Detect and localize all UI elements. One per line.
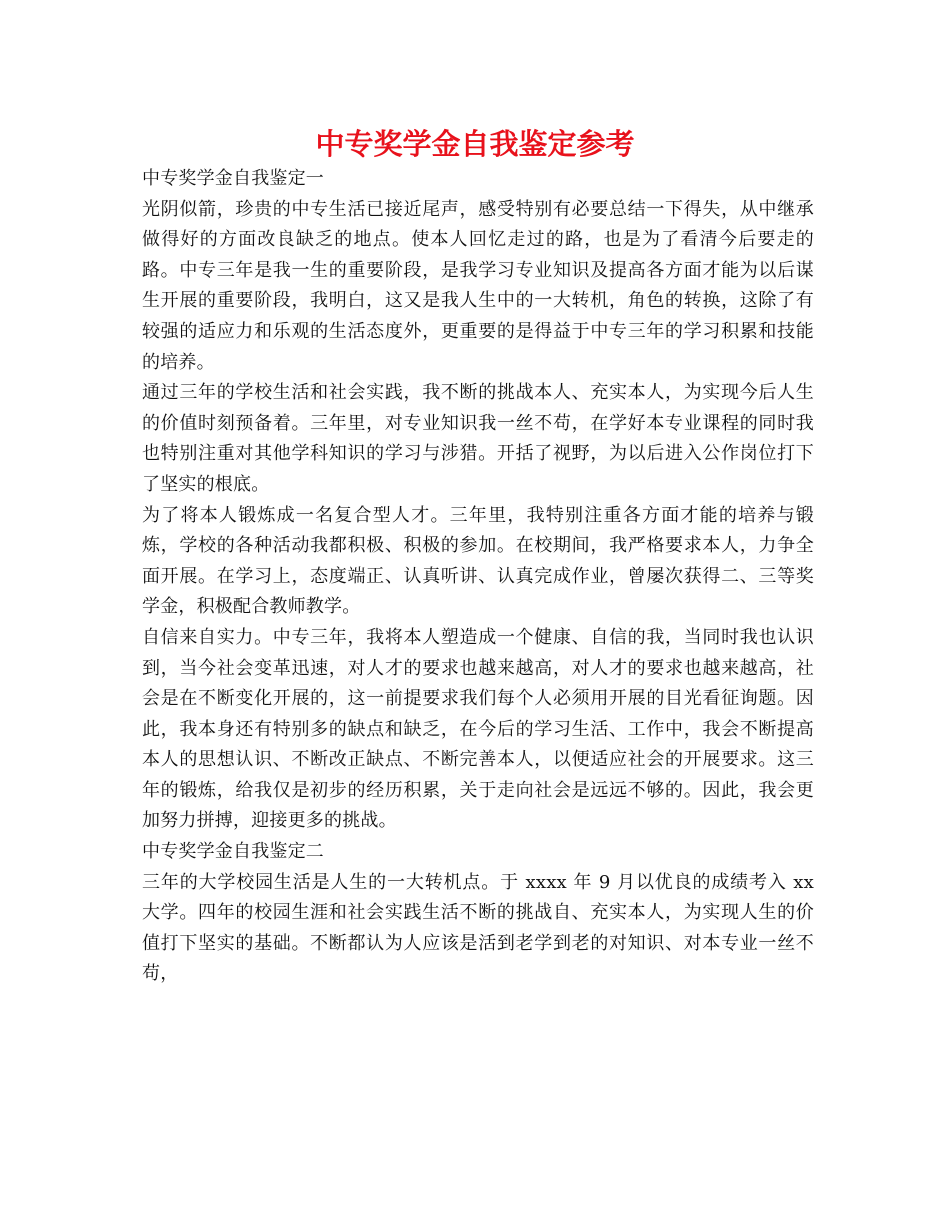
body-paragraph: 为了将本人锻炼成一名复合型人才。三年里，我特别注重各方面才能的培养与锻炼，学校的各种活动我都积极、积极的参加。在校期间，我严格要求本人，力争全面开展。在学习上，态度端正、认真听讲、认真完成作业，曾屡次获得二、三等奖学金，积极配合教师教学。: [142, 504, 814, 618]
section-heading-2: 中专奖学金自我鉴定二: [142, 841, 324, 863]
body-paragraph: 通过三年的学校生活和社会实践，我不断的挑战本人、充实本人，为实现今后人生的价值时刻预备着。三年里，对专业知识我一丝不苟，在学好本专业课程的同时我也特别注重对其他学科知识的学习与涉猎。开括了视野，为以后进入公作岗位打下了坚实的根底。: [142, 382, 814, 495]
body-paragraph: 光阴似箭，珍贵的中专生活已接近尾声，感受特别有必要总结一下得失，从中继承做得好的方面改良缺乏的地点。使本人回忆走过的路，也是为了看清今后要走的路。中专三年是我一生的重要阶段，是我学习专业知识及提高各方面才能为以后谋生开展的重要阶段，我明白，这又是我人生中的一大转机，角色的转换，这除了有较强的适应力和乐观的生活态度外，更重要的是得益于中专三年的学习积累和技能的培养。: [142, 198, 814, 373]
body-paragraph: 自信来自实力。中专三年，我将本人塑造成一个健康、自信的我，当同时我也认识到，当今社会变革迅速，对人才的要求也越来越高，对人才的要求也越来越高，社会是在不断变化开展的，这一前提要求我们每个人必须用开展的目光看征询题。因此，我本身还有特别多的缺点和缺乏，在今后的学习生活、工作中，我会不断提高本人的思想认识、不断改正缺点、不断完善本人，以便适应社会的开展要求。这三年的锻炼，给我仅是初步的经历积累，关于走向社会是远远不够的。因此，我会更加努力拼搏，迎接更多的挑战。: [142, 626, 814, 832]
body-paragraph: 三年的大学校园生活是人生的一大转机点。于 xxxx 年 9 月以优良的成绩考入 xx 大学。四年的校园生涯和社会实践生活不断的挑战自、充实本人，为实现人生的价值打下坚实的基础。不断都认为人应该是活到老学到老的对知识、对本专业一丝不苟，: [142, 871, 814, 985]
section-heading-1: 中专奖学金自我鉴定一: [142, 168, 324, 189]
document-body: [142, 164, 814, 990]
document-title: 中专奖学金自我鉴定参考: [315, 127, 635, 161]
